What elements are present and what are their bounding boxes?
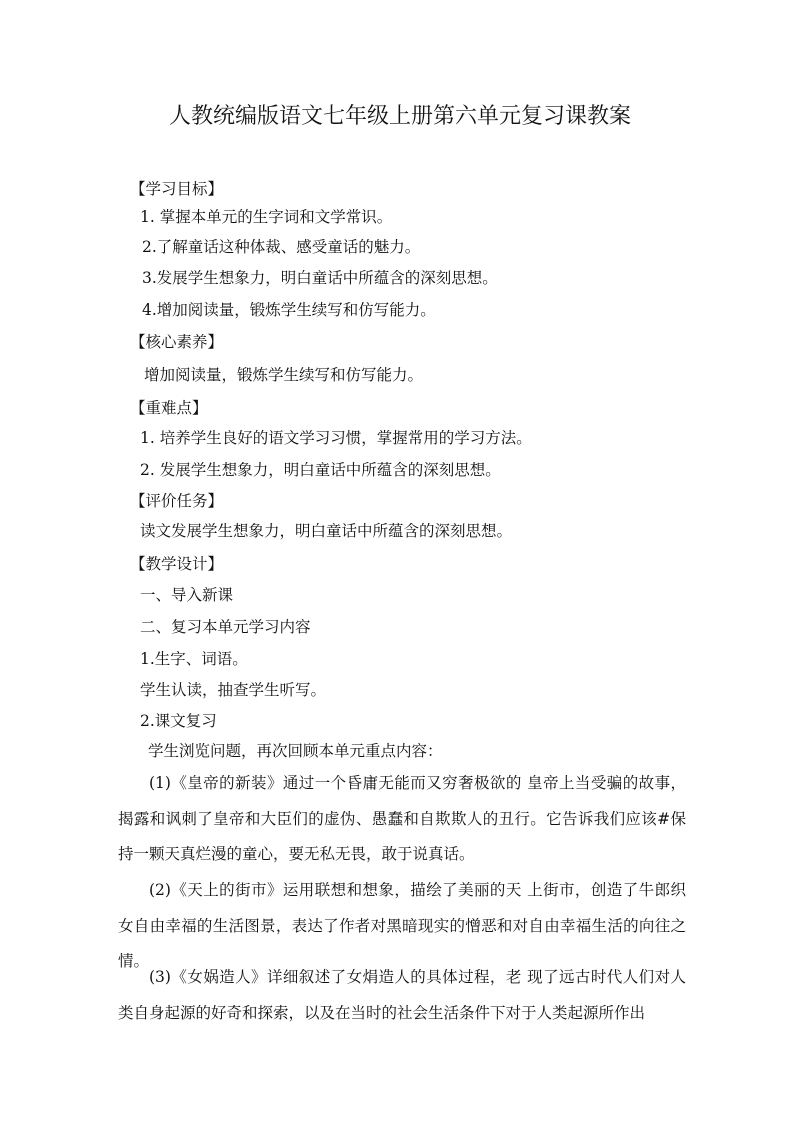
core-heading: 【核心素养】 <box>130 333 224 351</box>
objectives-heading: 【学习目标】 <box>130 180 224 198</box>
objective-item: 4.增加阅读量，锻炼学生续写和仿写能力。 <box>142 301 436 319</box>
objective-item: 3.发展学生想象力，明白童话中所蕴含的深刻思想。 <box>142 269 498 287</box>
evaluation-heading: 【评价任务】 <box>130 492 224 510</box>
review-paragraph: (2)《天上的街市》运用联想和想象，描绘了美丽的天 上街市，创造了牛郎织女自由幸福的生活图景，表达了作者对黑暗现实的憎恶和对自由幸福生活的向往之情。 <box>118 881 686 970</box>
design-step: 2.课文复习 <box>140 712 217 730</box>
objective-item: 2.了解童话这种体裁、感受童话的魅力。 <box>142 238 421 256</box>
design-step: 学生认读，抽查学生听写。 <box>140 681 327 699</box>
design-heading: 【教学设计】 <box>130 555 224 573</box>
design-step: 二、复习本单元学习内容 <box>140 618 311 636</box>
review-paragraph: (3)《女娲造人》详细叙述了女焆造人的具体过程，老 现了远古时代人们对人类自身起源的好奇和探索，以及在当时的社会生活条件下对于人类起源所作出 <box>118 968 686 1022</box>
review-paragraph: (1)《皇帝的新装》通过一个昏庸无能而又穷奢极欲的 皇帝上当受骗的故事，揭露和讽刺了皇帝和大臣们的虚伪、愚蠢和自欺欺人的丑行。它告诉我们应该#保持一颗天真烂漫的童心，要无私无畏，敢于说真话。 <box>118 774 686 863</box>
design-step: 学生浏览问题，再次回顾本单元重点内容： <box>148 742 443 760</box>
difficulty-item: 2. 发展学生想象力，明白童话中所蕴含的深刻思想。 <box>140 461 501 479</box>
design-step: 一、导入新课 <box>140 586 234 604</box>
objective-item: 1. 掌握本单元的生字词和文学常识。 <box>140 208 393 226</box>
core-text: 增加阅读量，锻炼学生续写和仿写能力。 <box>144 366 424 384</box>
difficulty-item: 1. 培养学生良好的语文学习习惯，掌握常用的学习方法。 <box>140 429 532 447</box>
evaluation-text: 读文发展学生想象力，明白童话中所蕴含的深刻思想。 <box>140 522 513 540</box>
difficulty-heading: 【重难点】 <box>130 399 208 417</box>
document-title: 人教统编版语文七年级上册第六单元复习课教案 <box>168 104 631 129</box>
design-step: 1.生字、词语。 <box>140 650 248 668</box>
